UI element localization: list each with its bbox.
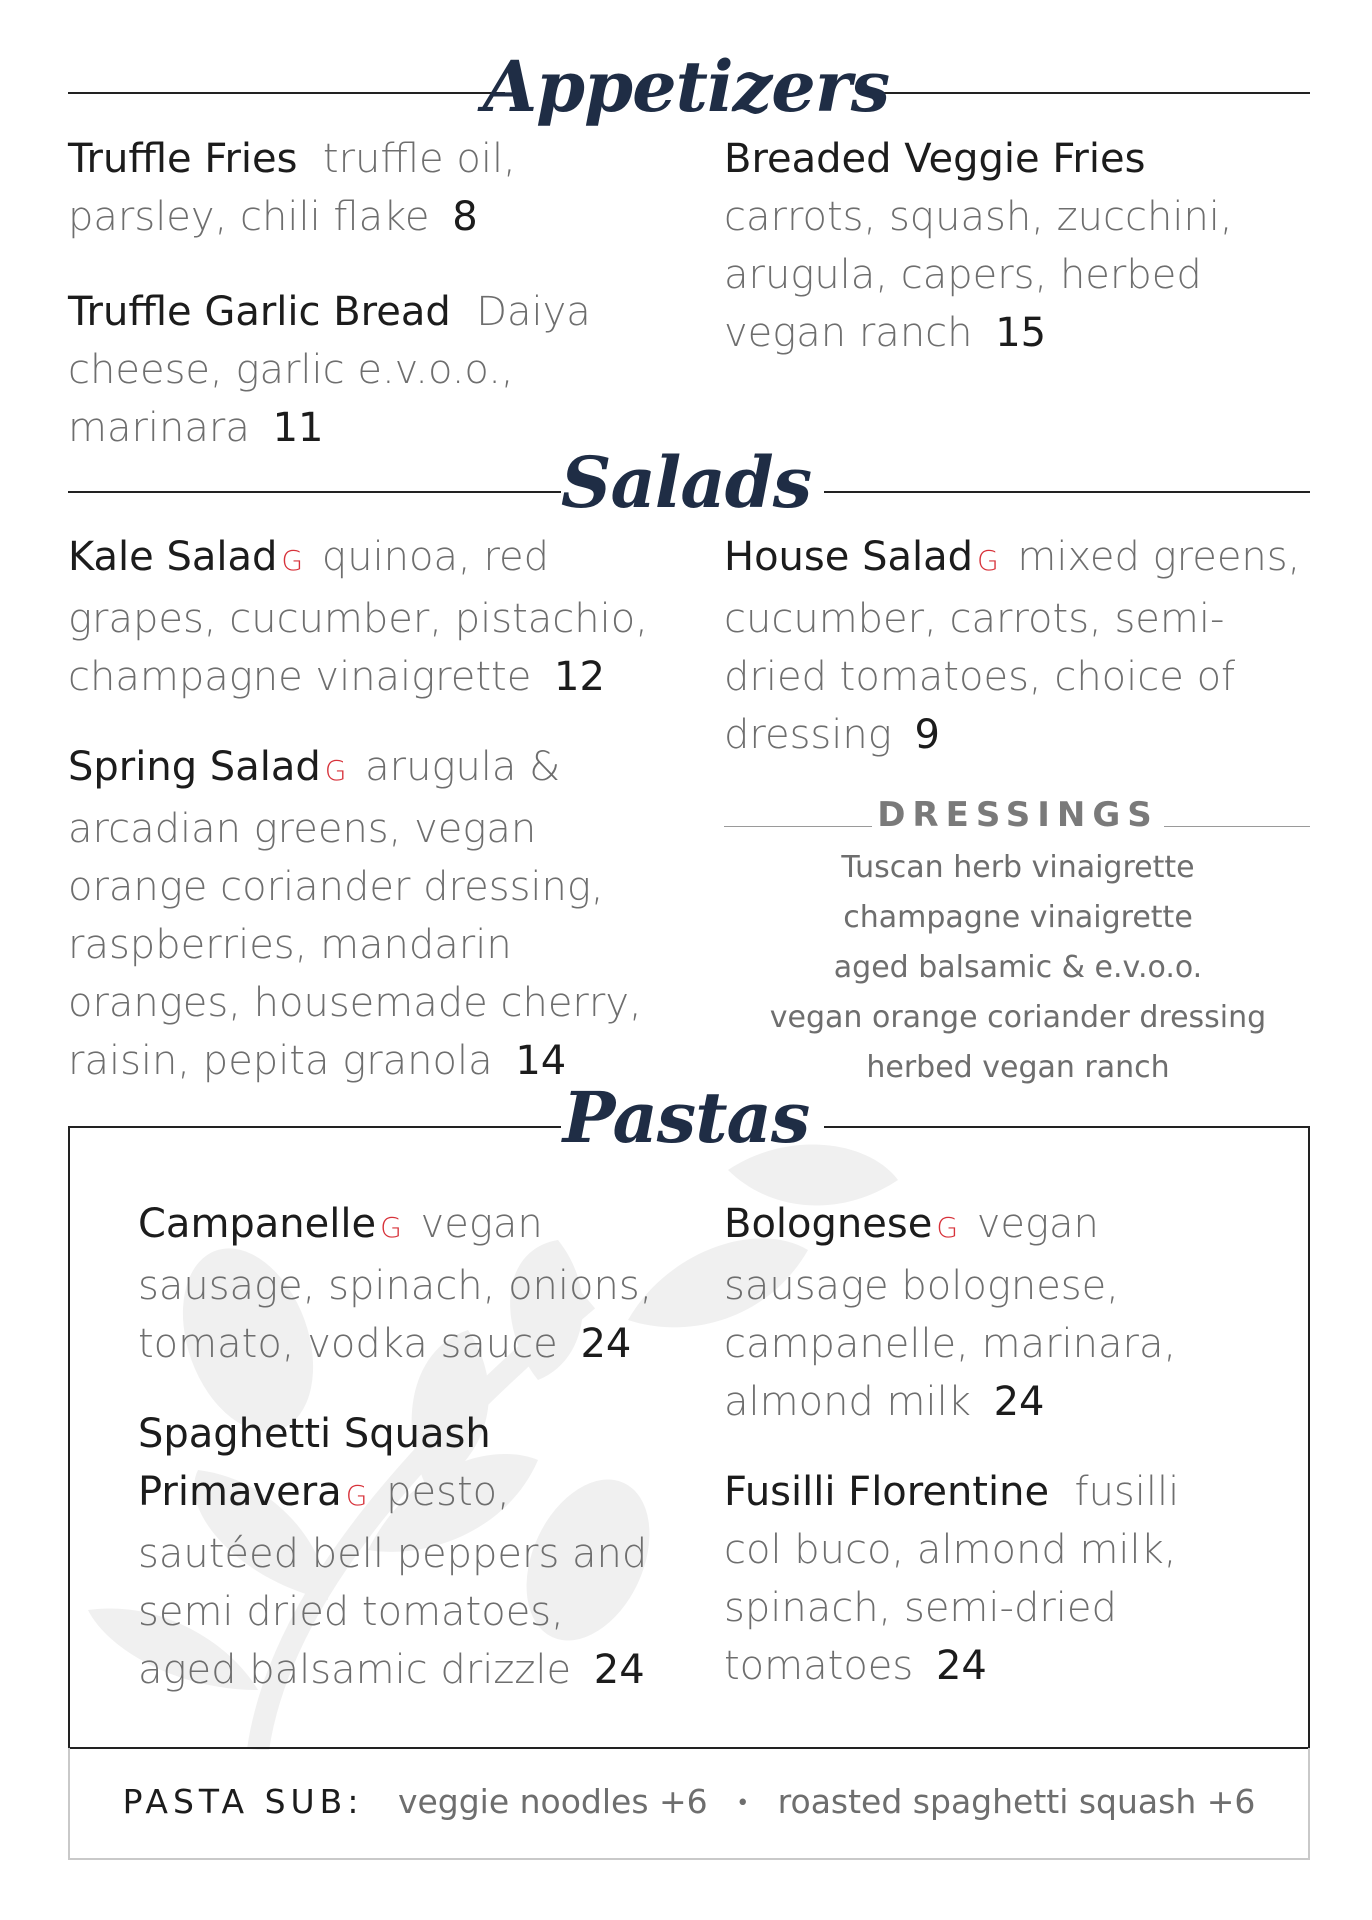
item-name: Truffle Fries bbox=[68, 136, 298, 182]
dressing-item: aged balsamic & e.v.o.o. bbox=[833, 950, 1203, 985]
dressing-item: herbed vegan ranch bbox=[866, 1050, 1170, 1085]
menu-item-house-salad bbox=[724, 528, 1324, 764]
item-name: Campanelle bbox=[138, 1201, 377, 1247]
dressings-list bbox=[724, 843, 1312, 1093]
section-title-pastas: Pastas bbox=[562, 1076, 810, 1159]
dressing-item: vegan orange coriander dressing bbox=[769, 1000, 1267, 1035]
pasta-sub-option: veggie noodles +6 bbox=[397, 1782, 708, 1821]
section-title-appetizers: Appetizers bbox=[482, 45, 890, 128]
item-desc: pesto, sautéed bell peppers and semi dried tomatoes, aged balsamic drizzle bbox=[138, 1469, 648, 1693]
item-price: 24 bbox=[935, 1643, 987, 1689]
item-desc: vegan sausage, spinach, onions, tomato, vodka sauce bbox=[138, 1201, 653, 1367]
menu-item-truffle-garlic-bread bbox=[68, 283, 628, 457]
item-price: 24 bbox=[993, 1379, 1045, 1425]
item-price: 12 bbox=[554, 654, 605, 700]
gluten-free-mark: G bbox=[976, 544, 999, 577]
item-desc: mixed greens, cucumber, carrots, semi-dried tomatoes, choice of dressing bbox=[724, 534, 1301, 758]
item-desc: quinoa, red grapes, cucumber, pistachio, champagne vinaigrette bbox=[68, 534, 648, 700]
dressings-title: DRESSINGS bbox=[877, 795, 1159, 835]
gluten-free-mark: G bbox=[281, 544, 304, 577]
item-name: Fusilli Florentine bbox=[724, 1469, 1050, 1515]
section-title-salads: Salads bbox=[560, 441, 812, 524]
pasta-sub-line bbox=[68, 1782, 1310, 1821]
dressing-item: champagne vinaigrette bbox=[843, 900, 1193, 935]
item-name: House Salad bbox=[724, 534, 973, 580]
item-desc: carrots, squash, zucchini, arugula, capers, herbed vegan ranch bbox=[724, 194, 1233, 356]
menu-item-spring-salad bbox=[68, 738, 658, 1090]
pasta-sub-label: PASTA SUB: bbox=[122, 1782, 364, 1821]
menu-item-campanelle bbox=[138, 1195, 658, 1373]
menu-item-bolognese bbox=[724, 1195, 1194, 1431]
gluten-free-mark: G bbox=[380, 1211, 402, 1244]
dressing-item: Tuscan herb vinaigrette bbox=[841, 850, 1195, 885]
gluten-free-mark: G bbox=[936, 1211, 959, 1244]
separator-dot: • bbox=[736, 1791, 750, 1816]
item-name: Spring Salad bbox=[68, 744, 321, 790]
item-price: 24 bbox=[580, 1321, 632, 1367]
gluten-free-mark: G bbox=[324, 754, 347, 787]
item-price: 9 bbox=[914, 712, 940, 758]
item-desc: fusilli col buco, almond milk, spinach, semi-dried tomatoes bbox=[724, 1469, 1180, 1689]
menu-item-fusilli-florentine bbox=[724, 1463, 1194, 1695]
item-price: 11 bbox=[272, 405, 324, 451]
item-price: 14 bbox=[515, 1038, 567, 1084]
menu-item-spaghetti-squash-primavera bbox=[138, 1405, 658, 1699]
gluten-free-mark: G bbox=[345, 1479, 368, 1512]
item-name: Breaded Veggie Fries bbox=[724, 136, 1146, 182]
pasta-sub-option: roasted spaghetti squash +6 bbox=[777, 1782, 1256, 1821]
item-price: 24 bbox=[593, 1647, 645, 1693]
menu-item-kale-salad bbox=[68, 528, 658, 706]
item-desc: vegan sausage bolognese, campanelle, marinara, almond milk bbox=[724, 1201, 1177, 1425]
item-price: 15 bbox=[995, 310, 1047, 356]
item-desc: truffle oil, parsley, chili flake bbox=[68, 136, 516, 240]
menu-item-truffle-fries bbox=[68, 130, 628, 246]
item-name: Spaghetti Squash Primavera bbox=[138, 1411, 491, 1515]
menu-item-breaded-veggie-fries bbox=[724, 130, 1244, 362]
item-name: Bolognese bbox=[724, 1201, 933, 1247]
item-desc: arugula & arcadian greens, vegan orange coriander dressing, raspberries, mandarin oranges, housemade cherry, raisin, pepita granola bbox=[68, 744, 642, 1084]
item-desc: Daiya cheese, garlic e.v.o.o., marinara bbox=[68, 289, 591, 451]
item-name: Truffle Garlic Bread bbox=[68, 289, 451, 335]
item-price: 8 bbox=[452, 194, 478, 240]
item-name: Kale Salad bbox=[68, 534, 278, 580]
